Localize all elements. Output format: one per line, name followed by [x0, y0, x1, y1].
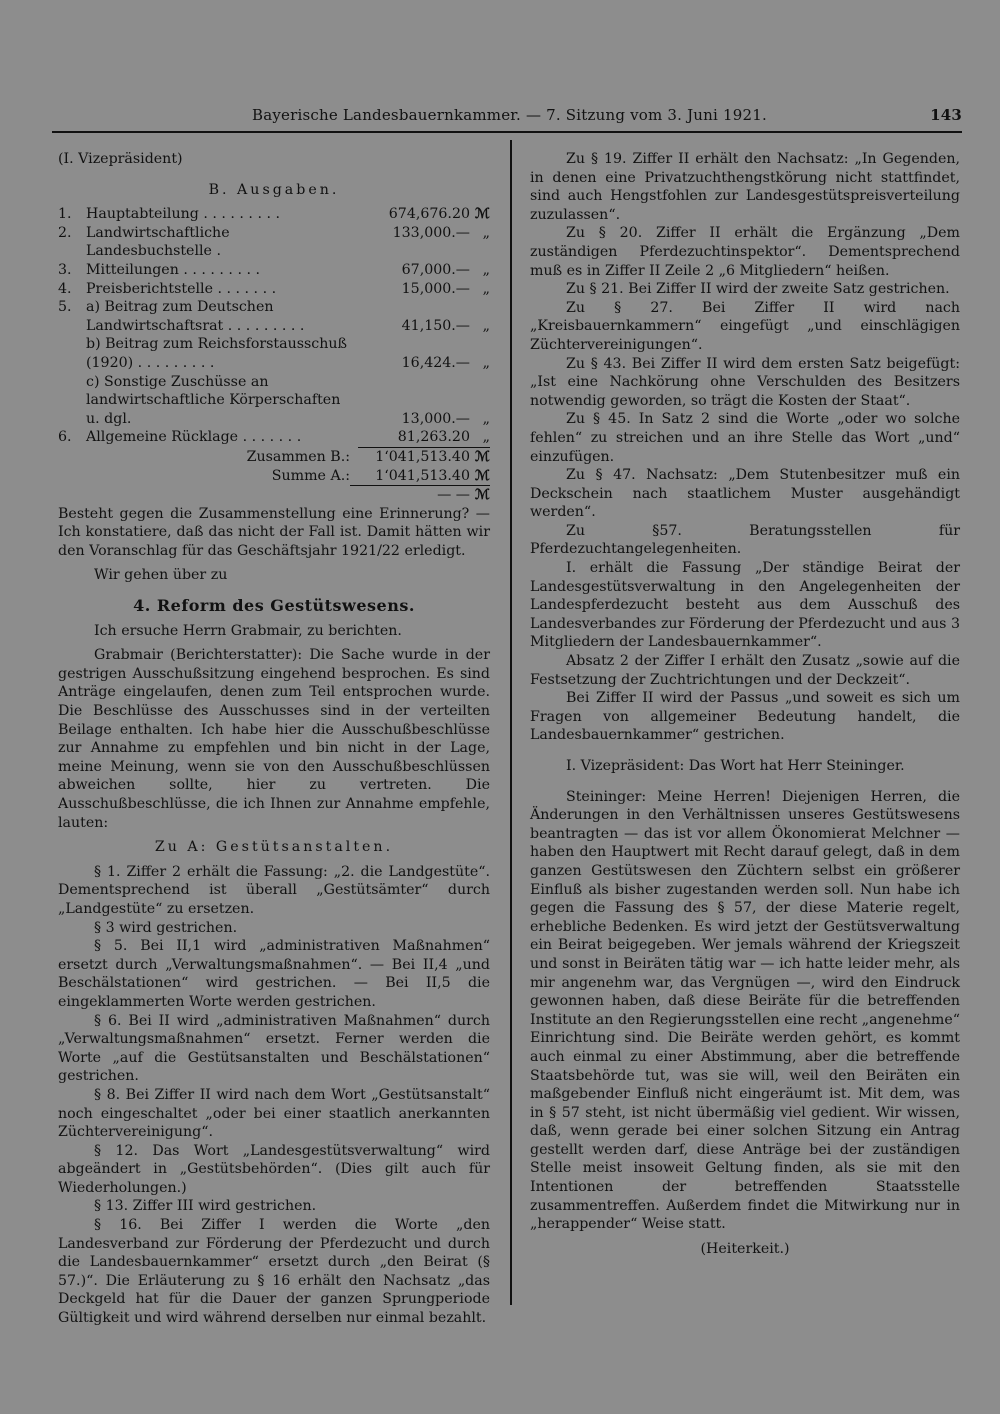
item-unit: „: [482, 280, 490, 297]
item-desc: a) Beitrag zum Deutschen Landwirtschaftsrat . . . . . . . . .: [86, 299, 305, 334]
item-desc: Mitteilungen . . . . . . . . .: [86, 261, 261, 278]
budget-table: [58, 205, 490, 448]
table-row: [58, 373, 490, 429]
item-amount: 67,000.—: [401, 261, 470, 278]
item-desc: Landwirtschaftliche Landesbuchstelle .: [86, 224, 230, 260]
paragraph: Absatz 2 der Ziffer I erhält den Zusatz „sowie auf die Festsetzung der Zuchtrichtungen und der Deckzeit“.: [530, 653, 960, 688]
total-b-label: Zusammen B.:: [246, 448, 350, 465]
total-a-unit: ℳ: [474, 467, 490, 484]
paragraph: § 6. Bei II wird „administrativen Maßnahmen“ durch „Verwaltungsmaßnahmen“ ersetzt. Ferner werden die Worte „auf die Gestütsanstalten und Beschälstationen“ gestrichen.: [58, 1012, 490, 1085]
paragraph: Zu § 19. Ziffer II erhält den Nachsatz: „In Gegenden, in denen eine Privatzuchthengstkörung nicht stattfindet, sind auch Hengstfohlen zur Landesgestütspreisverteilung zuzulassen“.: [530, 151, 960, 223]
item-number: 5.: [58, 299, 72, 316]
total-b: [58, 448, 490, 467]
right-column: [530, 150, 960, 1258]
difference-value: — —: [350, 485, 470, 505]
paragraph: Bei Ziffer II wird der Passus „und soweit es sich um Fragen von allgemeiner Bedeutung handelt, die Landesbauernkammer“ gestrichen.: [530, 690, 960, 744]
item-amount: 81,263.20: [397, 429, 470, 446]
paragraph: Zu § 21. Bei Ziffer II wird der zweite Satz gestrichen.: [566, 281, 950, 298]
item-unit: „: [482, 410, 490, 427]
paragraph: § 13. Ziffer III wird gestrichen.: [94, 1198, 317, 1215]
paragraph: § 16. Bei Ziffer I werden die Worte „den Landesverband zur Förderung der Pferdezucht und durch die Landesbauernkammer“ ersetzt durch „den Beirat (§ 57.)“. Die Erläuterung zu § 16 erhält den Nachsatz „das Deckgeld hat für die Dauer der ganzen Sprungperiode Gültigkeit und wird während derselben nur einmal bezahlt.: [58, 1217, 490, 1327]
paragraph: Zu § 47. Nachsatz: „Dem Stutenbesitzer muß ein Deckschein nach staatlichem Muster ausgehändigt werden“.: [530, 467, 960, 521]
item-unit: „: [482, 224, 490, 241]
item-amount: 13,000.—: [401, 410, 470, 427]
item-amount: 15,000.—: [401, 280, 470, 297]
table-row: [58, 280, 490, 299]
item-unit: „: [482, 354, 490, 371]
item-unit: „: [482, 429, 490, 446]
total-b-value: 1‘041,513.40: [375, 448, 470, 465]
paragraph: I. erhält die Fassung „Der ständige Beirat der Landesgestütsverwaltung in den Angelegenheiten der Landespferdezucht besteht aus dem Ausschuß des Landesverbandes zur Förderung der Pferdezucht und aus 3 Mitgliedern der Landesbauernkammer“.: [530, 560, 960, 651]
item-number: 1.: [58, 206, 72, 223]
item-desc: Allgemeine Rücklage . . . . . . .: [86, 429, 302, 446]
item-amount: 16,424.—: [401, 354, 470, 371]
running-title: Bayerische Landesbauernkammer. — 7. Sitzung vom 3. Juni 1921.: [252, 106, 767, 124]
paragraph: § 5. Bei II,1 wird „administrativen Maßnahmen“ ersetzt durch „Verwaltungsmaßnahmen“. — Bei II,4 „und Beschälstationen“ wird gestrichen. — Bei II,5 die eingeklammerten Worte werden gestrichen.: [58, 938, 490, 1010]
difference: [58, 485, 490, 505]
paragraph: Zu §57. Beratungsstellen für Pferdezuchtangelegenheiten.: [530, 522, 960, 558]
item-unit: „: [482, 261, 490, 278]
paragraph: Grabmair (Berichterstatter): Die Sache wurde in der gestrigen Ausschußsitzung eingehend besprochen. Es sind Anträge eingelaufen, denen zum Teil entsprochen wurde. Die Beschlüsse des Ausschusses sind in der verteilten Beilage enthalten. Ich habe hier die Ausschußbeschlüsse zur Annahme zu empfehlen und bin nicht in der Lage, meine Meinung, wenn sie von den Ausschußbeschlüssen abweichen sollte, hier zu vertreten. Die Ausschußbeschlüsse, die ich Ihnen zur Annahme empfehle, lauten:: [58, 647, 490, 831]
paragraph: § 3 wird gestrichen.: [94, 919, 238, 936]
paragraph: Zu § 20. Ziffer II erhält die Ergänzung „Dem zuständigen Pferdezuchtinspektor“. Dementsprechend muß es in Ziffer II Zeile 2 „6 Mitgliedern“ heißen.: [530, 225, 960, 279]
paragraph: Zu § 45. In Satz 2 sind die Worte „oder wo solche fehlen“ zu streichen und an ihre Stelle das Wort „und“ einzufügen.: [530, 411, 960, 465]
total-a: [58, 467, 490, 486]
table-row: [58, 298, 490, 335]
total-a-value: 1‘041,513.40: [375, 467, 470, 484]
paragraph: § 1. Ziffer 2 erhält die Fassung: „2. die Landgestüte“. Dementsprechend ist überall „Gestütsämter“ durch „Landgestüte“ zu ersetzen.: [58, 863, 490, 917]
item-amount: 674,676.20: [388, 206, 470, 223]
page-number: 143: [930, 106, 962, 124]
paragraph-vizepraesident: I. Vizepräsident: Das Wort hat Herr Steininger.: [566, 758, 905, 774]
header-rule: [52, 131, 962, 133]
paragraph: § 8. Bei Ziffer II wird nach dem Wort „Gestütsanstalt“ noch eingeschaltet „oder bei einer staatlich anerkannten Züchtervereinigung“.: [58, 1086, 490, 1141]
total-b-unit: ℳ: [474, 448, 490, 465]
reaction: (Heiterkeit.): [700, 1240, 790, 1257]
paragraph: § 12. Das Wort „Landesgestütsverwaltung“ wird abgeändert in „Gestütsbehörden“. (Dies gilt auch für Wiederholungen.): [58, 1142, 490, 1196]
paragraph: Zu § 43. Bei Ziffer II wird dem ersten Satz beigefügt: „Ist eine Nachkörung ohne Verschulden des Besitzers notwendig geworden, so trägt die Kosten der Staat“.: [530, 355, 960, 409]
section-heading: B. Ausgaben.: [208, 181, 340, 198]
item-number: 2.: [58, 224, 72, 241]
paragraph-steininger: Steininger: Meine Herren! Diejenigen Herren, die Änderungen in den Verhältnissen unseres Gestütswesens beantragten — das ist vor allem Ökonomierat Melchner — haben den Hauptwert mit Recht darauf gelegt, daß in dem ganzen Gestütswesen den Züchtern selbst ein größerer Einfluß als bisher zugestanden werden soll. Nun habe ich gegen die Fassung des § 57, der diese Materie regelt, erhebliche Bedenken. Es wird jetzt der Gestütsverwaltung ein Beirat beigegeben. Wer jemals während der Kriegszeit und sonst in Beiräten tätig war — ich hatte leider mehr, als mir angenehm war, das Vergnügen —, wird den Eindruck gewonnen haben, daß diese Beiräte für die betreffenden Institute an den Regierungsstellen eine recht „angenehme“ Einrichtung sind. Die Beiräte werden gehört, es kommt auch einmal zu einer Abstimmung, aber die betreffende Staatsbehörde tut, was sie will, weil den Beiräten ein maßgebender Einfluß nicht eingeräumt ist. Mit dem, was in § 57 steht, ist nicht übermäßig viel gedient. Wir wissen, daß, wenn gerade bei einer solchen Sitzung ein Antrag gestellt werden darf, diese Anträge bei der zuständigen Stelle meist insoweit Geltung finden, als sie mit den Intentionen der betreffenden Staatsstelle zusammentreffen. Außerdem findet die Mitwirkung nur in „herappender“ Weise statt.: [530, 788, 960, 1233]
total-a-label: Summe A.:: [271, 467, 350, 484]
paragraph: Besteht gegen die Zusammenstellung eine Erinnerung? — Ich konstatiere, daß das nicht der Fall ist. Damit hätten wir den Voranschlag für das Geschäftsjahr 1921/22 erledigt.: [58, 505, 490, 559]
speaker-tag: (I. Vizepräsident): [58, 151, 183, 167]
paragraph: Wir gehen über zu: [94, 567, 228, 584]
item-desc: Preisberichtstelle . . . . . . .: [86, 280, 277, 297]
item-amount: 41,150.—: [401, 317, 470, 334]
table-row: [58, 261, 490, 280]
paragraph: Ich ersuche Herrn Grabmair, zu berichten.: [94, 622, 402, 639]
difference-unit: ℳ: [470, 485, 490, 505]
table-row: [58, 428, 490, 447]
left-column: [58, 150, 490, 1328]
item-amount: 133,000.—: [392, 224, 470, 241]
item-unit: ℳ: [474, 206, 490, 223]
table-row: [58, 224, 490, 261]
agenda-heading: 4. Reform des Gestütswesens.: [133, 596, 415, 616]
item-desc: c) Sonstige Zuschüsse an landwirtschaftliche Körperschaften u. dgl.: [86, 373, 341, 427]
column-divider: [510, 140, 512, 1305]
table-row: [58, 205, 490, 224]
item-number: [58, 373, 86, 429]
table-row: [58, 335, 490, 372]
item-number: [58, 335, 86, 372]
item-unit: „: [482, 317, 490, 334]
item-number: 6.: [58, 429, 72, 446]
item-number: 4.: [58, 280, 72, 297]
subheading: Zu A: Gestütsanstalten.: [154, 839, 394, 856]
paragraph: Zu § 27. Bei Ziffer II wird nach „Kreisbauernkammern“ eingefügt „und einschlägigen Züchtervereinigungen“.: [530, 299, 960, 353]
item-number: 3.: [58, 261, 72, 278]
item-desc: Hauptabteilung . . . . . . . . .: [86, 206, 280, 223]
item-desc: b) Beitrag zum Reichsforstausschuß (1920) . . . . . . . . .: [86, 336, 347, 371]
